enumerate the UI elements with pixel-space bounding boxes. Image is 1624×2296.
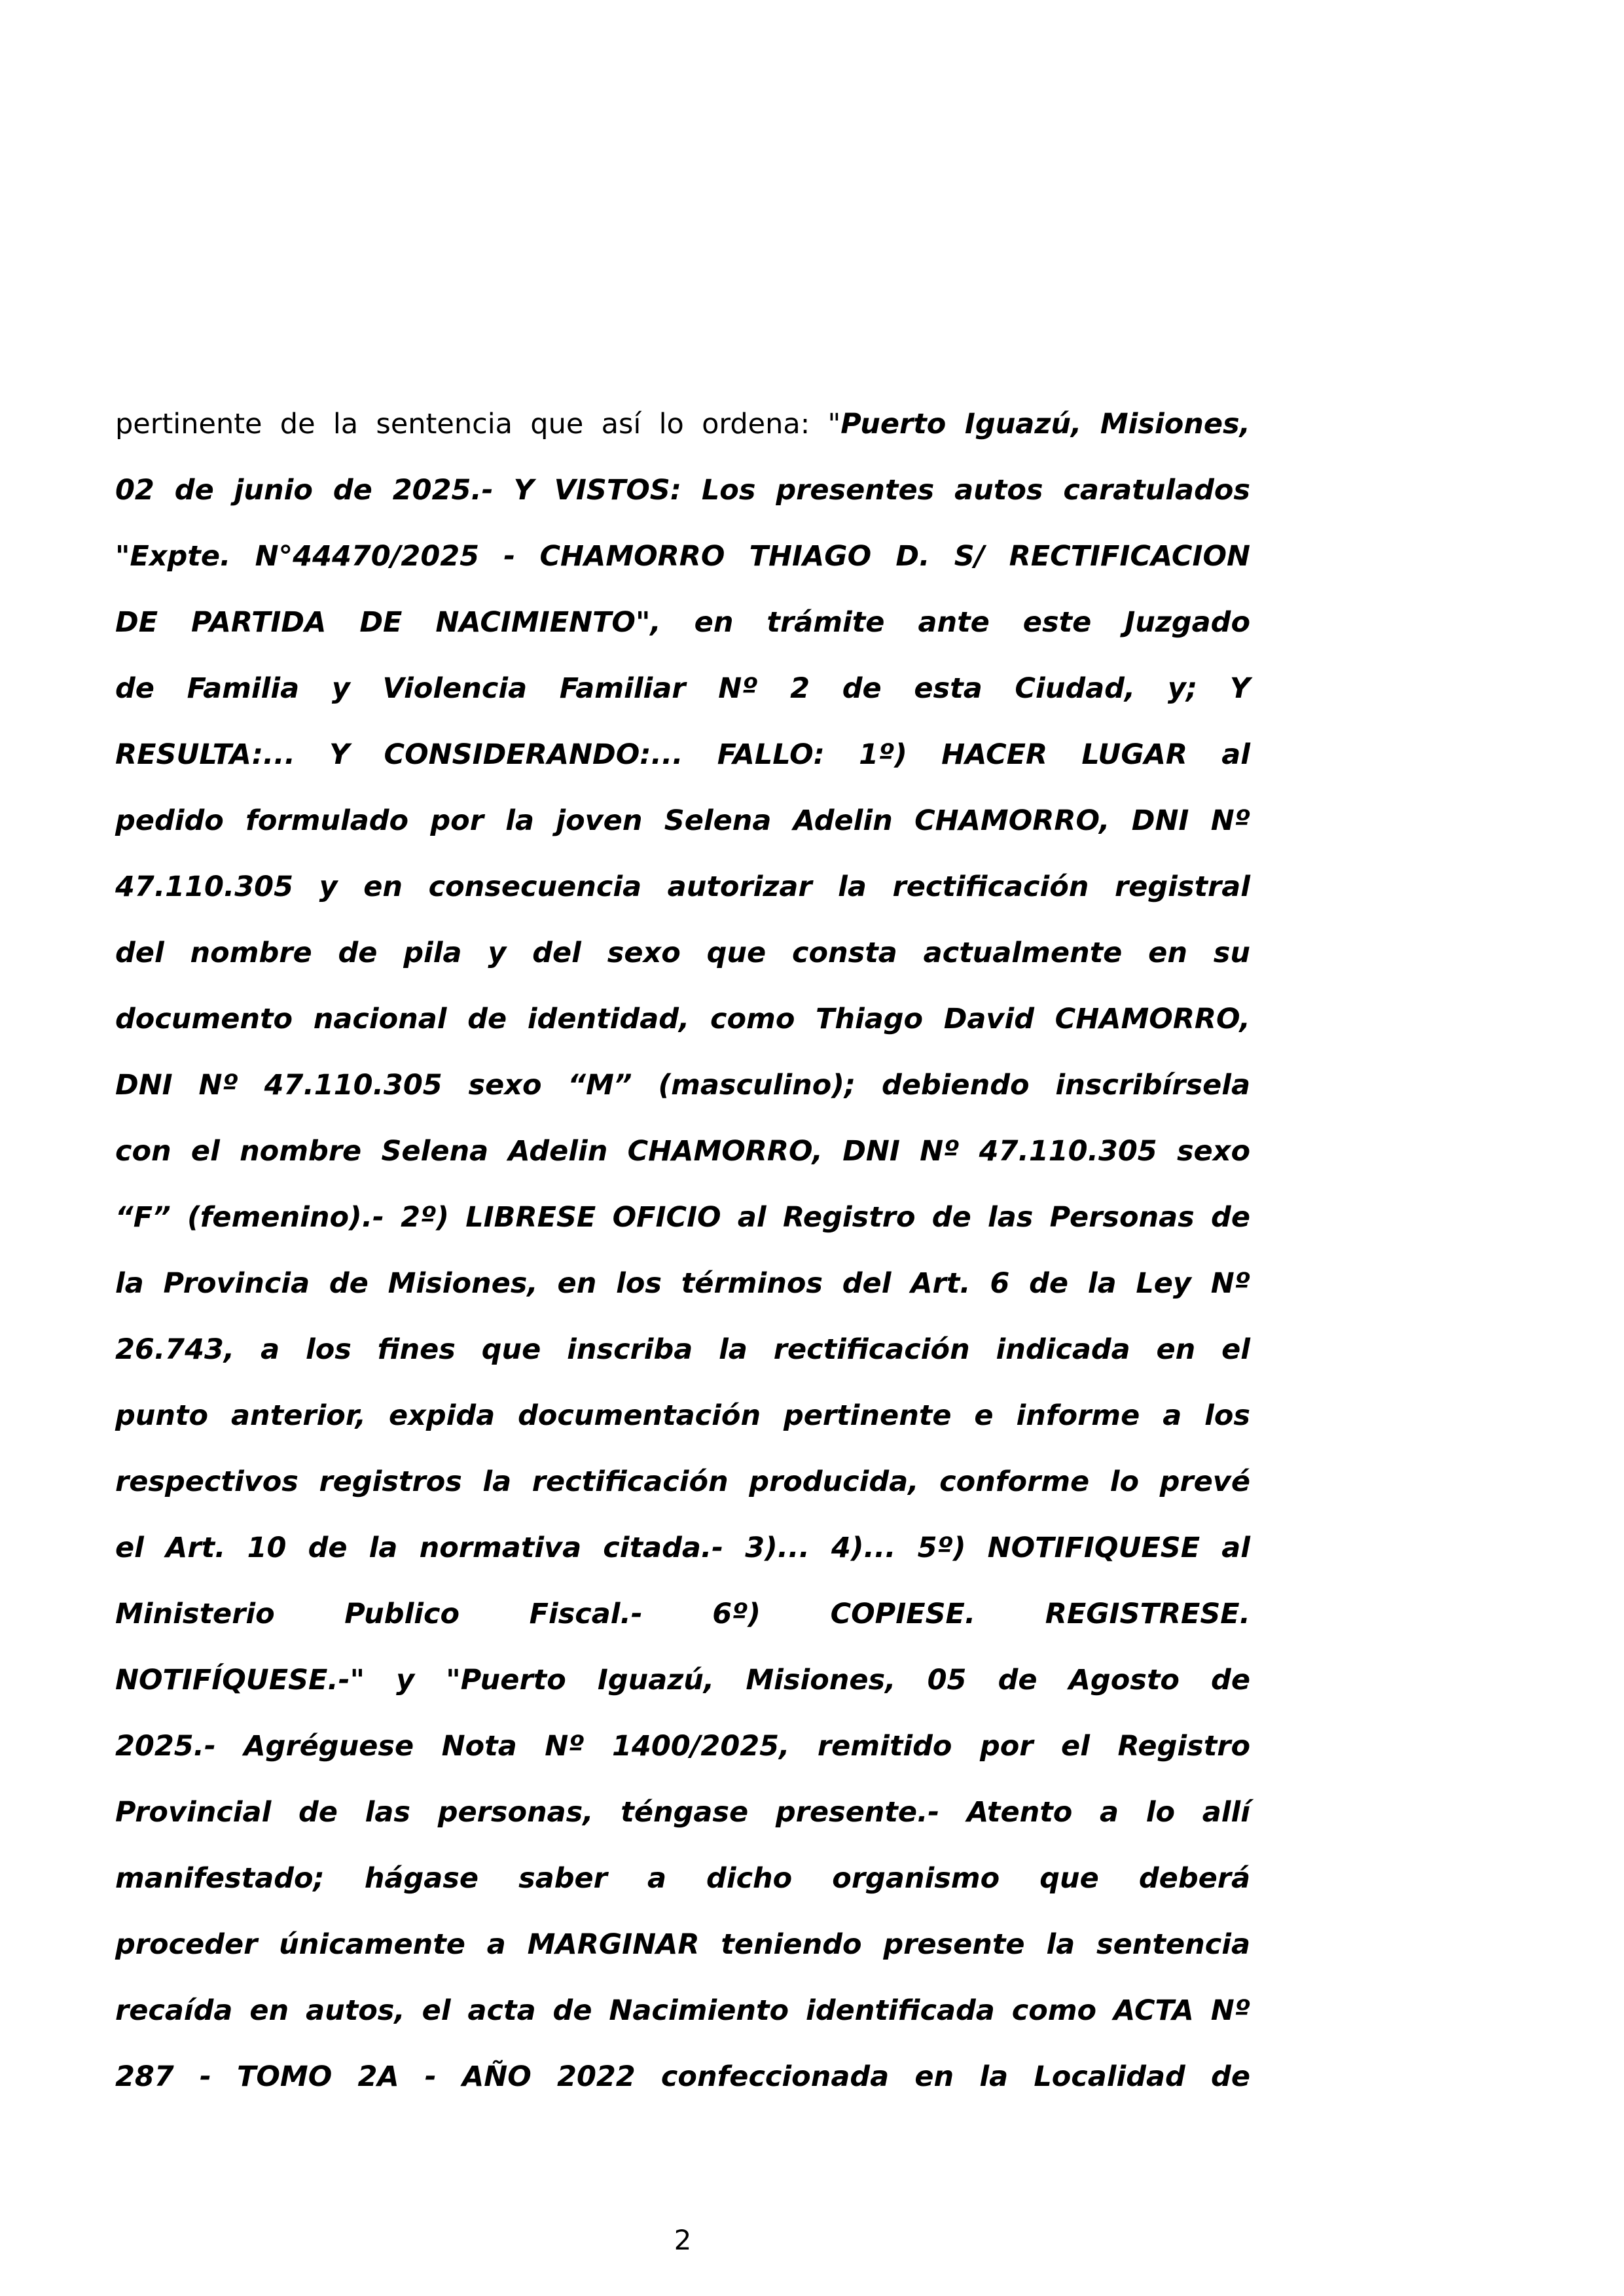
bold-italic-text-segment: respectivos registros la rectificación producida, conforme lo prevé: [115, 1465, 1250, 1498]
bold-italic-text-segment: 02 de junio de 2025.- Y VISTOS: Los presentes autos caratulados: [115, 474, 1250, 507]
text-line: [115, 1317, 1250, 1383]
text-line: [115, 722, 1250, 788]
text-line: [115, 1119, 1250, 1185]
bold-italic-text-segment: 287 - TOMO 2A - AÑO 2022 confeccionada en la Localidad de: [115, 2060, 1250, 2093]
text-line: [115, 1581, 1250, 1647]
bold-italic-text-segment: DNI Nº 47.110.305 sexo “M” (masculino); debiendo inscribírsela: [115, 1069, 1250, 1102]
body-text: [115, 391, 1250, 2110]
bold-italic-text-segment: Puerto Iguazú, Misiones,: [840, 408, 1250, 440]
text-line: [115, 854, 1250, 920]
text-line: [115, 1846, 1250, 1912]
bold-italic-text-segment: 47.110.305 y en consecuencia autorizar la rectificación registral: [115, 870, 1250, 903]
bold-italic-text-segment: “F” (femenino).- 2º) LIBRESE OFICIO al Registro de las Personas de: [115, 1201, 1250, 1234]
bold-italic-text-segment: Provincial de las personas, téngase presente.- Atento a lo allí: [115, 1796, 1250, 1829]
bold-italic-text-segment: NOTIFÍQUESE.-" y "Puerto Iguazú, Misiones, 05 de Agosto de: [115, 1664, 1250, 1696]
text-line: [115, 788, 1250, 854]
bold-italic-text-segment: recaída en autos, el acta de Nacimiento identificada como ACTA Nº: [115, 1994, 1250, 2027]
text-line: [115, 457, 1250, 524]
text-line: [115, 1647, 1250, 1713]
text-line: [115, 1185, 1250, 1251]
text-line: [115, 1978, 1250, 2044]
text-line: [115, 590, 1250, 656]
text-line: [115, 1713, 1250, 1780]
bold-italic-text-segment: la Provincia de Misiones, en los términos del Art. 6 de la Ley Nº: [115, 1267, 1250, 1300]
text-line: [115, 1449, 1250, 1515]
bold-italic-text-segment: RESULTA:... Y CONSIDERANDO:... FALLO: 1º) HACER LUGAR al: [115, 738, 1250, 771]
text-line: [115, 2044, 1250, 2110]
bold-italic-text-segment: "Expte. N°44470/2025 - CHAMORRO THIAGO D. S/ RECTIFICACION: [115, 540, 1250, 573]
bold-italic-text-segment: DE PARTIDA DE NACIMIENTO", en trámite ante este Juzgado: [115, 606, 1250, 639]
text-line: [115, 1052, 1250, 1119]
text-line: [115, 1515, 1250, 1581]
bold-italic-text-segment: proceder únicamente a MARGINAR teniendo presente la sentencia: [115, 1928, 1250, 1961]
text-line: [115, 986, 1250, 1052]
bold-italic-text-segment: documento nacional de identidad, como Thiago David CHAMORRO,: [115, 1003, 1250, 1035]
bold-italic-text-segment: 2025.- Agréguese Nota Nº 1400/2025, remitido por el Registro: [115, 1730, 1250, 1763]
page-number: 2: [674, 2224, 692, 2256]
bold-italic-text-segment: punto anterior, expida documentación pertinente e informe a los: [115, 1399, 1250, 1432]
text-line: [115, 1251, 1250, 1317]
bold-italic-text-segment: con el nombre Selena Adelin CHAMORRO, DNI Nº 47.110.305 sexo: [115, 1135, 1250, 1168]
text-line: [115, 920, 1250, 986]
regular-text-segment: pertinente de la sentencia que así lo ordena: ": [115, 408, 841, 440]
bold-italic-text-segment: manifestado; hágase saber a dicho organismo que deberá: [115, 1862, 1250, 1895]
bold-italic-text-segment: el Art. 10 de la normativa citada.- 3)... 4)... 5º) NOTIFIQUESE al: [115, 1532, 1250, 1564]
bold-italic-text-segment: pedido formulado por la joven Selena Adelin CHAMORRO, DNI Nº: [115, 804, 1250, 837]
bold-italic-text-segment: del nombre de pila y del sexo que consta actualmente en su: [115, 937, 1250, 969]
text-line: [115, 656, 1250, 722]
bold-italic-text-segment: 26.743, a los fines que inscriba la rectificación indicada en el: [115, 1333, 1250, 1366]
text-line: [115, 1912, 1250, 1978]
text-line: [115, 391, 1250, 457]
text-line: [115, 524, 1250, 590]
bold-italic-text-segment: Ministerio Publico Fiscal.- 6º) COPIESE. REGISTRESE.: [115, 1598, 1250, 1630]
text-line: [115, 1383, 1250, 1449]
text-line: [115, 1780, 1250, 1846]
bold-italic-text-segment: de Familia y Violencia Familiar Nº 2 de esta Ciudad, y; Y: [115, 672, 1250, 705]
